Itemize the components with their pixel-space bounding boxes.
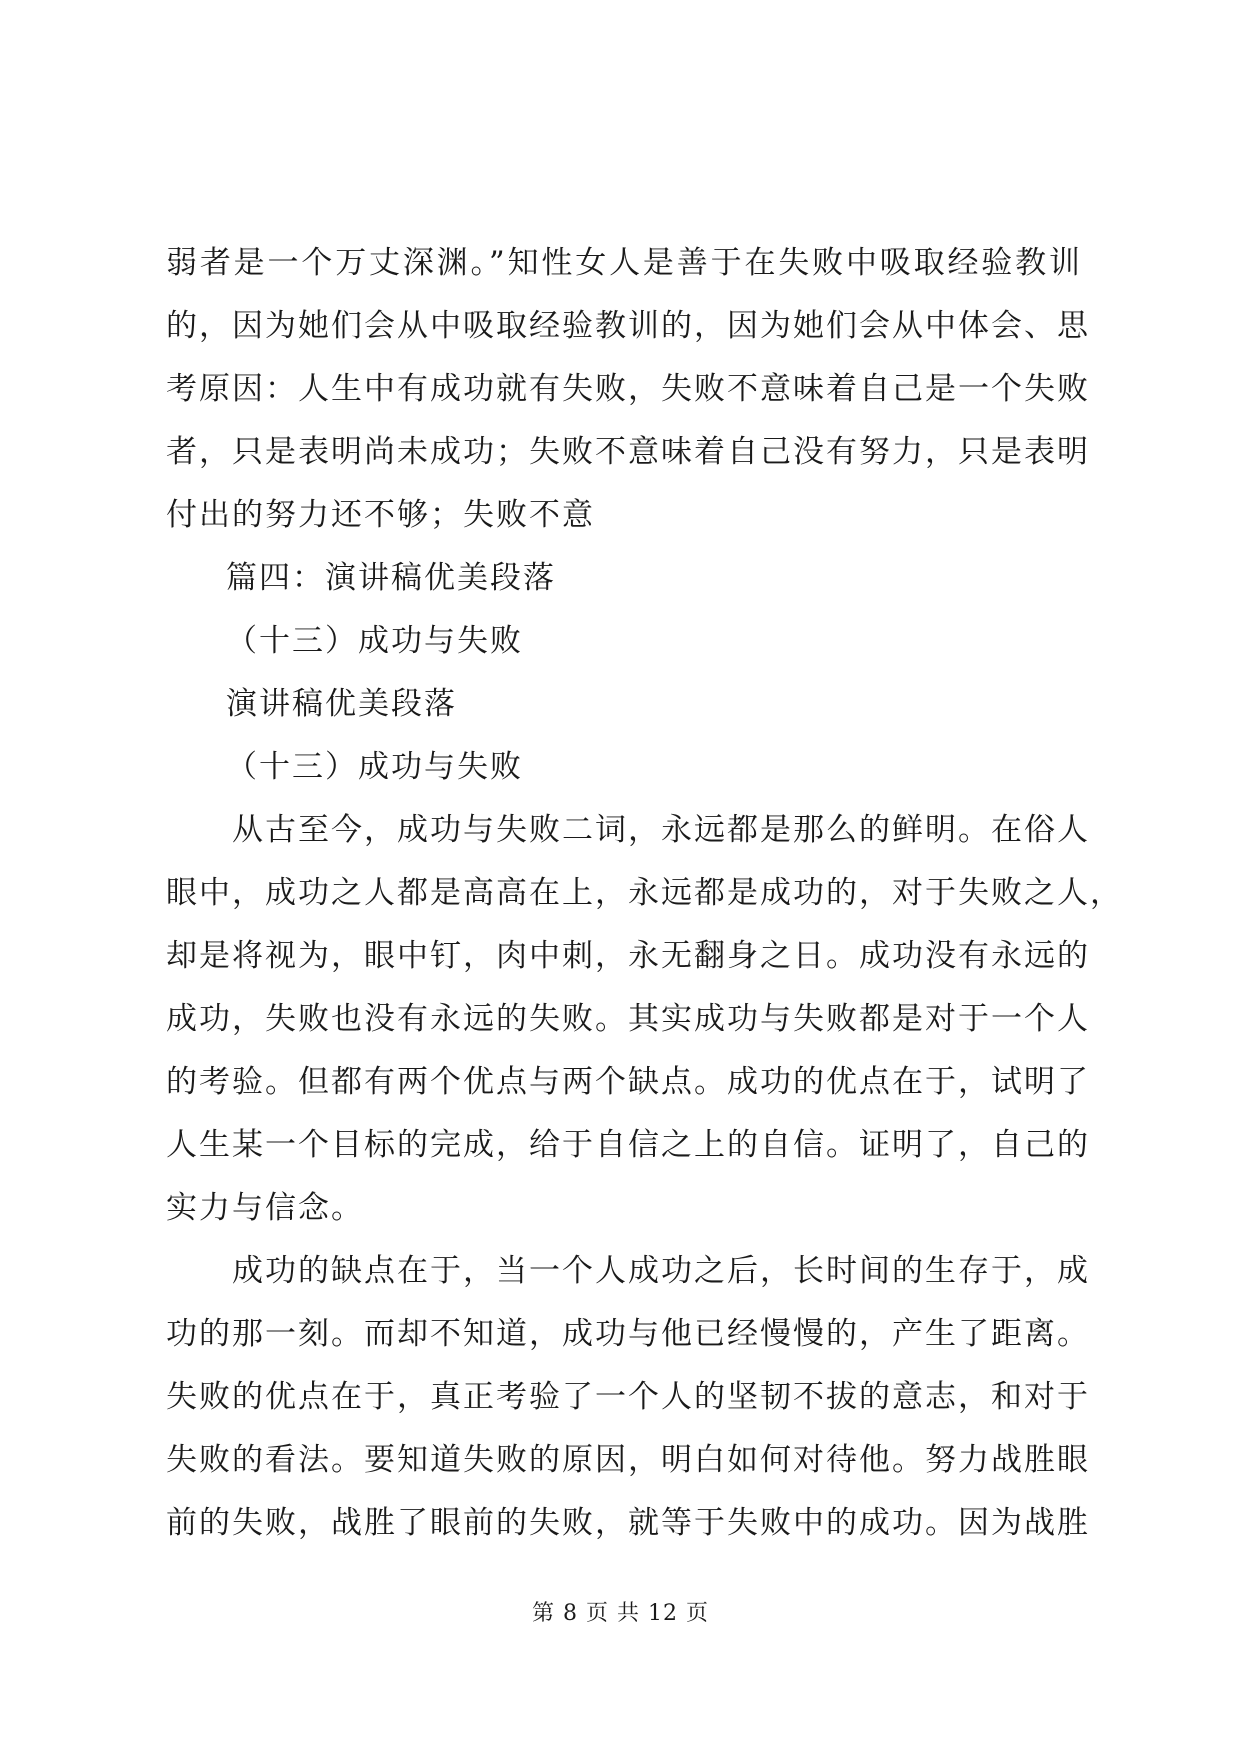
paragraph-line: 前的失败，战胜了眼前的失败，就等于失败中的成功。因为战胜 bbox=[166, 1505, 1090, 1541]
section-heading: 演讲稿优美段落 bbox=[226, 686, 457, 722]
paragraph-line: 人生某一个目标的完成，给于自信之上的自信。证明了，自己的 bbox=[166, 1127, 1090, 1163]
paragraph-line: 功的那一刻。而却不知道，成功与他已经慢慢的，产生了距离。 bbox=[166, 1316, 1090, 1352]
paragraph-line: 成功的缺点在于，当一个人成功之后，长时间的生存于，成 bbox=[232, 1253, 1090, 1289]
paragraph-line: 者，只是表明尚未成功；失败不意味着自己没有努力，只是表明 bbox=[166, 434, 1090, 470]
paragraph-line: 的考验。但都有两个优点与两个缺点。成功的优点在于，试明了 bbox=[166, 1064, 1090, 1100]
paragraph-line: 考原因：人生中有成功就有失败，失败不意味着自己是一个失败 bbox=[166, 371, 1090, 407]
paragraph-line: 眼中，成功之人都是高高在上，永远都是成功的，对于失败之人， bbox=[166, 875, 1123, 911]
paragraph-line: 弱者是一个万丈深渊。”知性女人是善于在失败中吸取经验教训 bbox=[166, 245, 1082, 281]
paragraph-line: 成功，失败也没有永远的失败。其实成功与失败都是对于一个人 bbox=[166, 1001, 1090, 1037]
paragraph-line: 失败的优点在于，真正考验了一个人的坚韧不拔的意志，和对于 bbox=[166, 1379, 1090, 1415]
paragraph-line: 的，因为她们会从中吸取经验教训的，因为她们会从中体会、思 bbox=[166, 308, 1090, 344]
paragraph-line: 却是将视为，眼中钉，肉中刺，永无翻身之日。成功没有永远的 bbox=[166, 938, 1090, 974]
section-subheading: （十三）成功与失败 bbox=[226, 749, 523, 785]
paragraph-line: 从古至今，成功与失败二词，永远都是那么的鲜明。在俗人 bbox=[232, 812, 1090, 848]
paragraph-line: 实力与信念。 bbox=[166, 1190, 364, 1226]
page-number: 第 8 页 共 12 页 bbox=[532, 1601, 709, 1626]
paragraph-line: 失败的看法。要知道失败的原因，明白如何对待他。努力战胜眼 bbox=[166, 1442, 1090, 1478]
section-heading: 篇四：演讲稿优美段落 bbox=[226, 560, 556, 596]
document-body bbox=[166, 232, 1123, 1555]
section-subheading: （十三）成功与失败 bbox=[226, 623, 523, 659]
paragraph-line: 付出的努力还不够；失败不意 bbox=[166, 497, 595, 533]
